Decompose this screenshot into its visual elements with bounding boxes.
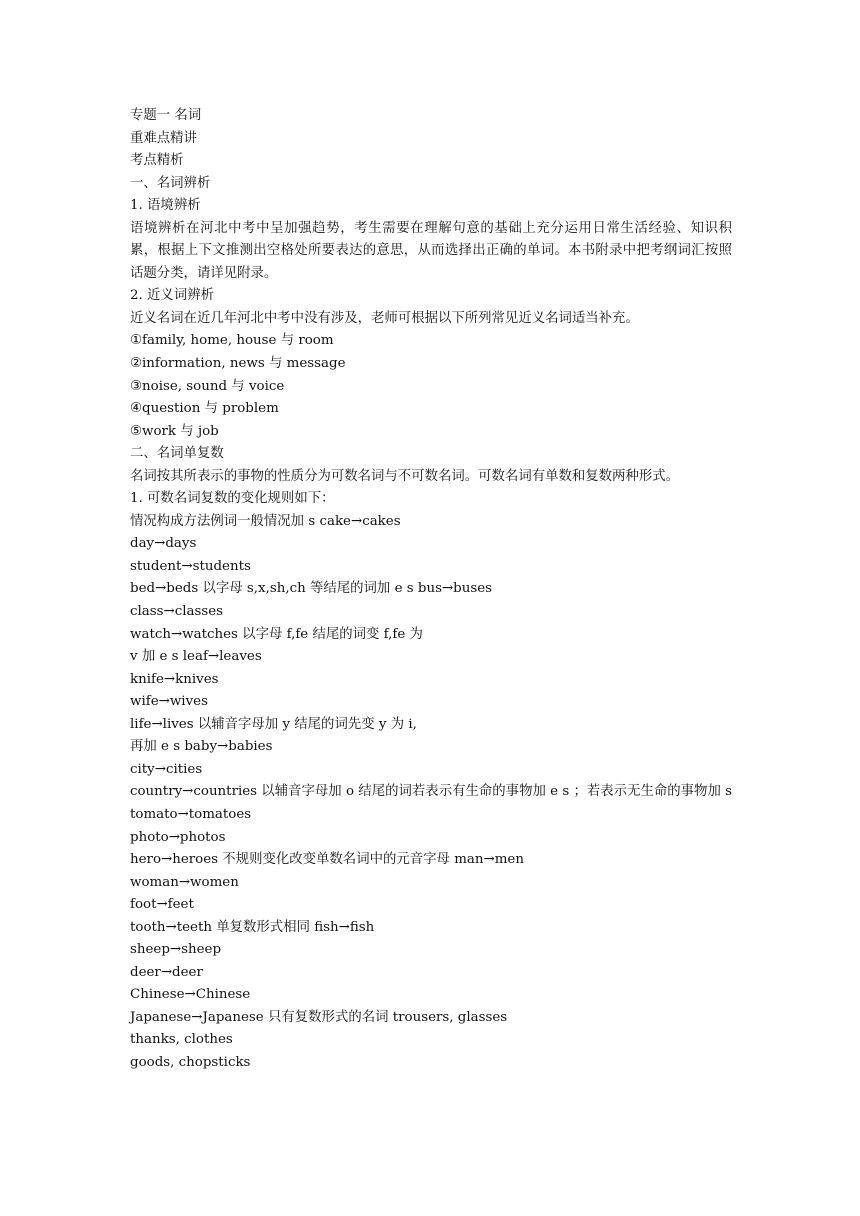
part1-sub1-paragraph: 语境辨析在河北中考中呈加强趋势，考生需要在理解句意的基础上充分运用日常生活经验、知识积累，根据上下文推测出空格处所要表达的意思，从而选择出正确的单词。本书附录中把考纲词汇按照话题分类，请详见附录。 bbox=[130, 220, 732, 281]
plural-rule-line: wife→wives bbox=[130, 694, 208, 710]
plural-rule-line: thanks, clothes bbox=[130, 1032, 233, 1048]
plural-rule-line: Chinese→Chinese bbox=[130, 987, 251, 1003]
part2-paragraph: 名词按其所表示的事物的性质分为可数名词与不可数名词。可数名词有单数和复数两种形式。 bbox=[130, 468, 680, 484]
plural-rule-line: woman→women bbox=[130, 874, 239, 890]
plural-rule-line: country→countries 以辅音字母加 o 结尾的词若表示有生命的事物加 e s ；若表示无生命的事物加 s tomato→tomatoes bbox=[130, 784, 732, 822]
plural-rule-line: photo→photos bbox=[130, 829, 226, 845]
plural-rule-line: sheep→sheep bbox=[130, 942, 222, 958]
plural-rule-line: foot→feet bbox=[130, 897, 194, 913]
part1-sub2-heading: 2. 近义词辨析 bbox=[130, 288, 214, 304]
plural-rule-line: goods, chopsticks bbox=[130, 1054, 251, 1070]
plural-rule-line: 情况构成方法例词一般情况加 s cake→cakes bbox=[130, 513, 401, 529]
section-heading: 考点精析 bbox=[130, 153, 184, 169]
synonym-item: ②information, news 与 message bbox=[130, 356, 346, 372]
synonym-item: ①family, home, house 与 room bbox=[130, 333, 334, 349]
section-heading: 重难点精讲 bbox=[130, 130, 197, 146]
plural-rule-line: hero→heroes 不规则变化改变单数名词中的元音字母 man→men bbox=[130, 852, 524, 868]
plural-rule-line: 再加 e s baby→babies bbox=[130, 739, 273, 755]
synonym-item: ⑤work 与 job bbox=[130, 423, 219, 439]
part2-sub1-heading: 1. 可数名词复数的变化规则如下： bbox=[130, 491, 335, 507]
plural-rule-line: v 加 e s leaf→leaves bbox=[130, 649, 262, 665]
plural-rule-line: knife→knives bbox=[130, 671, 219, 687]
plural-rule-line: deer→deer bbox=[130, 964, 203, 980]
plural-rule-line: day→days bbox=[130, 536, 197, 552]
doc-title: 专题一 名词 bbox=[130, 108, 202, 123]
part1-sub1-heading: 1. 语境辨析 bbox=[130, 198, 201, 214]
synonym-item: ④question 与 problem bbox=[130, 401, 279, 417]
document-body bbox=[130, 105, 732, 1075]
plural-rule-line: tooth→teeth 单复数形式相同 fish→fish bbox=[130, 919, 375, 935]
part1-sub2-paragraph: 近义名词在近几年河北中考中没有涉及，老师可根据以下所列常见近义名词适当补充。 bbox=[130, 310, 639, 326]
plural-rule-line: Japanese→Japanese 只有复数形式的名词 trousers, glasses bbox=[130, 1009, 508, 1025]
plural-rule-line: watch→watches 以字母 f,fe 结尾的词变 f,fe 为 bbox=[130, 626, 423, 642]
plural-rule-line: bed→beds 以字母 s,x,sh,ch 等结尾的词加 e s bus→buses bbox=[130, 581, 493, 597]
part1-heading: 一、名词辨析 bbox=[130, 175, 211, 191]
synonym-item: ③noise, sound 与 voice bbox=[130, 378, 285, 394]
plural-rule-line: city→cities bbox=[130, 761, 203, 777]
plural-rule-line: life→lives 以辅音字母加 y 结尾的词先变 y 为 i, bbox=[130, 716, 417, 732]
plural-rule-line: class→classes bbox=[130, 604, 224, 620]
plural-rule-line: student→students bbox=[130, 558, 251, 574]
part2-heading: 二、名词单复数 bbox=[130, 446, 224, 462]
